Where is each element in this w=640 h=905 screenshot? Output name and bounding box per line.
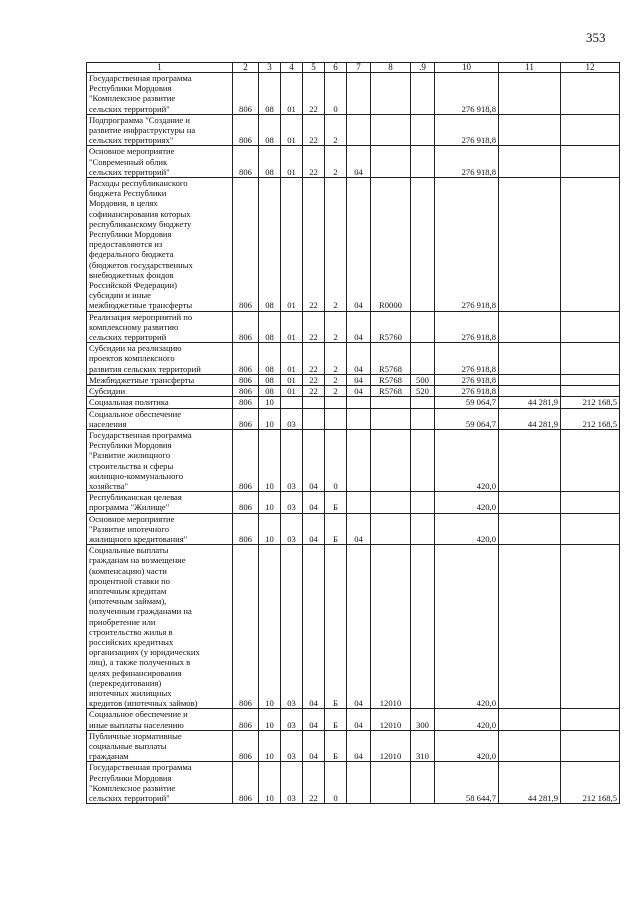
column-header: 8 (371, 63, 411, 73)
direction-code (371, 513, 411, 545)
subsection-code: 03 (281, 429, 303, 491)
expense-type-code: 520 (411, 386, 435, 397)
event-code: 04 (347, 146, 371, 178)
amount-col-11 (499, 343, 561, 375)
amount-col-12 (561, 311, 620, 343)
row-name: Подпрограмма "Создание и развитие инфраструктуры на сельских территориях" (87, 114, 233, 146)
table-row (87, 545, 620, 709)
expense-type-code (411, 762, 435, 804)
subprogram-code: 2 (325, 343, 347, 375)
subprogram-code: 0 (325, 429, 347, 491)
direction-code: R5760 (371, 311, 411, 343)
event-code (347, 762, 371, 804)
section-code: 08 (259, 386, 281, 397)
amount-col-11 (499, 709, 561, 730)
grbs-code: 806 (233, 178, 259, 312)
section-code: 10 (259, 429, 281, 491)
amount-col-11 (499, 386, 561, 397)
amount-col-12 (561, 492, 620, 513)
program-code: 22 (303, 311, 325, 343)
subsection-code: 03 (281, 492, 303, 513)
table-row (87, 386, 620, 397)
column-header: 1 (87, 63, 233, 73)
amount-col-10: 276 918,8 (435, 374, 499, 385)
amount-col-12 (561, 343, 620, 375)
table-row (87, 513, 620, 545)
direction-code (371, 146, 411, 178)
expense-type-code (411, 114, 435, 146)
subprogram-code: 2 (325, 386, 347, 397)
subsection-code: 01 (281, 114, 303, 146)
section-code: 08 (259, 311, 281, 343)
expense-type-code: 300 (411, 709, 435, 730)
program-code: 04 (303, 513, 325, 545)
amount-col-12 (561, 429, 620, 491)
table-row (87, 408, 620, 429)
direction-code: 12010 (371, 545, 411, 709)
table-row (87, 178, 620, 312)
event-code: 04 (347, 311, 371, 343)
program-code: 22 (303, 114, 325, 146)
grbs-code: 806 (233, 513, 259, 545)
amount-col-10: 59 064,7 (435, 397, 499, 408)
direction-code: R5768 (371, 374, 411, 385)
grbs-code: 806 (233, 146, 259, 178)
direction-code: R5768 (371, 386, 411, 397)
grbs-code: 806 (233, 311, 259, 343)
column-header: 7 (347, 63, 371, 73)
section-code: 08 (259, 114, 281, 146)
column-header: 3 (259, 63, 281, 73)
program-code: 22 (303, 146, 325, 178)
amount-col-10: 420,0 (435, 545, 499, 709)
row-name: Республиканская целевая программа "Жилище" (87, 492, 233, 513)
subsection-code: 01 (281, 374, 303, 385)
section-code: 10 (259, 709, 281, 730)
table-row (87, 429, 620, 491)
section-code: 10 (259, 545, 281, 709)
expense-type-code: 500 (411, 374, 435, 385)
program-code: 04 (303, 429, 325, 491)
amount-col-10: 276 918,8 (435, 343, 499, 375)
subprogram-code: Б (325, 545, 347, 709)
amount-col-12: 212 168,5 (561, 408, 620, 429)
amount-col-11 (499, 429, 561, 491)
program-code: 04 (303, 545, 325, 709)
amount-col-12 (561, 178, 620, 312)
grbs-code: 806 (233, 386, 259, 397)
amount-col-10: 276 918,8 (435, 386, 499, 397)
row-name: Социальная политика (87, 397, 233, 408)
subsection-code: 03 (281, 408, 303, 429)
grbs-code: 806 (233, 397, 259, 408)
column-header: 10 (435, 63, 499, 73)
subprogram-code (325, 397, 347, 408)
amount-col-12 (561, 709, 620, 730)
event-code (347, 408, 371, 429)
grbs-code: 806 (233, 73, 259, 115)
section-code: 08 (259, 146, 281, 178)
row-name: Социальное обеспечение населения (87, 408, 233, 429)
program-code: 04 (303, 709, 325, 730)
amount-col-12 (561, 73, 620, 115)
expense-type-code (411, 311, 435, 343)
amount-col-11 (499, 545, 561, 709)
section-code: 10 (259, 492, 281, 513)
column-header: .9 (411, 63, 435, 73)
grbs-code: 806 (233, 730, 259, 762)
row-name: Государственная программа Республики Мордовия "Комплексное развитие сельских территорий" (87, 762, 233, 804)
section-code: 10 (259, 397, 281, 408)
row-name: Государственная программа Республики Мордовия "Развитие жилищного строительства и сферы жилищно-коммунального хозяйства" (87, 429, 233, 491)
amount-col-11 (499, 146, 561, 178)
event-code (347, 114, 371, 146)
subsection-code: 03 (281, 709, 303, 730)
subsection-code: 03 (281, 730, 303, 762)
amount-col-12 (561, 386, 620, 397)
event-code (347, 397, 371, 408)
grbs-code: 806 (233, 545, 259, 709)
program-code: 04 (303, 730, 325, 762)
expense-type-code (411, 429, 435, 491)
amount-col-10: 420,0 (435, 513, 499, 545)
program-code: 22 (303, 73, 325, 115)
expense-type-code: 310 (411, 730, 435, 762)
row-name: Расходы республиканского бюджета Республики Мордовия, в целях софинансирования которых республиканскому бюджету Республики Мордовия предоставляются из федерального бюджета (бюджетов государственных внебюджетных фондов Российской Федерации) субсидии и иные межбюджетные трансферты (87, 178, 233, 312)
subsection-code: 01 (281, 311, 303, 343)
event-code: 04 (347, 178, 371, 312)
event-code: 04 (347, 386, 371, 397)
row-name: Социальное обеспечение и иные выплаты населению (87, 709, 233, 730)
direction-code: 12010 (371, 730, 411, 762)
amount-col-10: 420,0 (435, 429, 499, 491)
table-row (87, 374, 620, 385)
expense-type-code (411, 492, 435, 513)
column-header: 12 (561, 63, 620, 73)
section-code: 08 (259, 374, 281, 385)
budget-table (86, 62, 620, 804)
amount-col-11 (499, 730, 561, 762)
amount-col-12: 212 168,5 (561, 397, 620, 408)
section-code: 10 (259, 762, 281, 804)
subsection-code: 03 (281, 545, 303, 709)
direction-code (371, 114, 411, 146)
section-code: 10 (259, 408, 281, 429)
event-code: 04 (347, 709, 371, 730)
amount-col-10: 420,0 (435, 709, 499, 730)
subsection-code: 01 (281, 178, 303, 312)
event-code (347, 429, 371, 491)
subsection-code: 01 (281, 343, 303, 375)
row-name: Субсидии (87, 386, 233, 397)
program-code: 22 (303, 374, 325, 385)
grbs-code: 806 (233, 408, 259, 429)
subprogram-code: 2 (325, 178, 347, 312)
expense-type-code (411, 343, 435, 375)
amount-col-10: 59 064,7 (435, 408, 499, 429)
table-row (87, 730, 620, 762)
row-name: Публичные нормативные социальные выплаты гражданам (87, 730, 233, 762)
event-code: 04 (347, 513, 371, 545)
program-code: 22 (303, 343, 325, 375)
section-code: 10 (259, 513, 281, 545)
event-code (347, 492, 371, 513)
column-header: 6 (325, 63, 347, 73)
subprogram-code: Б (325, 513, 347, 545)
program-code (303, 408, 325, 429)
expense-type-code (411, 73, 435, 115)
amount-col-12 (561, 374, 620, 385)
amount-col-10: 420,0 (435, 492, 499, 513)
table-row (87, 397, 620, 408)
program-code (303, 397, 325, 408)
row-name: Субсидии на реализацию проектов комплексного развития сельских территорий (87, 343, 233, 375)
subprogram-code: 2 (325, 311, 347, 343)
subprogram-code (325, 408, 347, 429)
amount-col-11 (499, 492, 561, 513)
table-row (87, 73, 620, 115)
program-code: 22 (303, 178, 325, 312)
row-name: Социальные выплаты гражданам на возмещение (компенсацию) части процентной ставки по ипотечным кредитам (ипотечным займам), полученным гражданами на приобретение или строительство жилья в российских кредитных организациях (у юридических лиц), а также полученных в целях рефинансирования (перекредитования) ипотечных жилищных кредитов (ипотечных займов) (87, 545, 233, 709)
subsection-code: 01 (281, 146, 303, 178)
direction-code (371, 397, 411, 408)
amount-col-12 (561, 513, 620, 545)
expense-type-code (411, 408, 435, 429)
amount-col-11 (499, 311, 561, 343)
amount-col-10: 276 918,8 (435, 311, 499, 343)
direction-code (371, 492, 411, 513)
amount-col-11 (499, 114, 561, 146)
grbs-code: 806 (233, 429, 259, 491)
subprogram-code: 0 (325, 762, 347, 804)
amount-col-10: 420,0 (435, 730, 499, 762)
expense-type-code (411, 545, 435, 709)
section-code: 08 (259, 178, 281, 312)
event-code: 04 (347, 374, 371, 385)
amount-col-11 (499, 178, 561, 312)
column-header: 4 (281, 63, 303, 73)
grbs-code: 806 (233, 709, 259, 730)
subsection-code: 01 (281, 73, 303, 115)
grbs-code: 806 (233, 374, 259, 385)
table-row (87, 146, 620, 178)
amount-col-10: 276 918,8 (435, 114, 499, 146)
subprogram-code: Б (325, 709, 347, 730)
event-code (347, 73, 371, 115)
grbs-code: 806 (233, 114, 259, 146)
amount-col-12 (561, 114, 620, 146)
subsection-code: 03 (281, 513, 303, 545)
column-header: 2 (233, 63, 259, 73)
amount-col-12: 212 168,5 (561, 762, 620, 804)
expense-type-code (411, 513, 435, 545)
subsection-code: 03 (281, 762, 303, 804)
program-code: 22 (303, 762, 325, 804)
event-code: 04 (347, 545, 371, 709)
amount-col-12 (561, 730, 620, 762)
grbs-code: 806 (233, 492, 259, 513)
table-row (87, 343, 620, 375)
subsection-code (281, 397, 303, 408)
subsection-code: 01 (281, 386, 303, 397)
amount-col-10: 58 644,7 (435, 762, 499, 804)
subprogram-code: 2 (325, 114, 347, 146)
program-code: 22 (303, 386, 325, 397)
direction-code: R0000 (371, 178, 411, 312)
amount-col-11: 44 281,9 (499, 397, 561, 408)
subprogram-code: 2 (325, 374, 347, 385)
table-row (87, 114, 620, 146)
amount-col-12 (561, 146, 620, 178)
header-row (87, 63, 620, 73)
amount-col-11 (499, 513, 561, 545)
direction-code (371, 73, 411, 115)
row-name: Государственная программа Республики Мордовия "Комплексное развитие сельских территорий" (87, 73, 233, 115)
amount-col-12 (561, 545, 620, 709)
row-name: Реализация мероприятий по комплексному развитию сельских территорий (87, 311, 233, 343)
column-header: 5 (303, 63, 325, 73)
column-header: 11 (499, 63, 561, 73)
event-code: 04 (347, 343, 371, 375)
section-code: 10 (259, 730, 281, 762)
subprogram-code: Б (325, 730, 347, 762)
event-code: 04 (347, 730, 371, 762)
amount-col-10: 276 918,8 (435, 73, 499, 115)
direction-code (371, 429, 411, 491)
section-code: 08 (259, 343, 281, 375)
table-row (87, 762, 620, 804)
amount-col-10: 276 918,8 (435, 178, 499, 312)
table-row (87, 709, 620, 730)
row-name: Основное мероприятие "Современный облик сельских территорий" (87, 146, 233, 178)
grbs-code: 806 (233, 762, 259, 804)
grbs-code: 806 (233, 343, 259, 375)
direction-code (371, 408, 411, 429)
amount-col-11 (499, 374, 561, 385)
page-number: 353 (586, 30, 606, 45)
direction-code (371, 762, 411, 804)
table-row (87, 311, 620, 343)
section-code: 08 (259, 73, 281, 115)
row-name: Межбюджетные трансферты (87, 374, 233, 385)
direction-code: 12010 (371, 709, 411, 730)
subprogram-code: 2 (325, 146, 347, 178)
program-code: 04 (303, 492, 325, 513)
amount-col-10: 276 918,8 (435, 146, 499, 178)
amount-col-11 (499, 73, 561, 115)
expense-type-code (411, 397, 435, 408)
amount-col-11: 44 281,9 (499, 408, 561, 429)
expense-type-code (411, 178, 435, 312)
subprogram-code: 0 (325, 73, 347, 115)
subprogram-code: Б (325, 492, 347, 513)
amount-col-11: 44 281,9 (499, 762, 561, 804)
direction-code: R5768 (371, 343, 411, 375)
expense-type-code (411, 146, 435, 178)
table-row (87, 492, 620, 513)
row-name: Основное мероприятие "Развитие ипотечного жилищного кредитования" (87, 513, 233, 545)
